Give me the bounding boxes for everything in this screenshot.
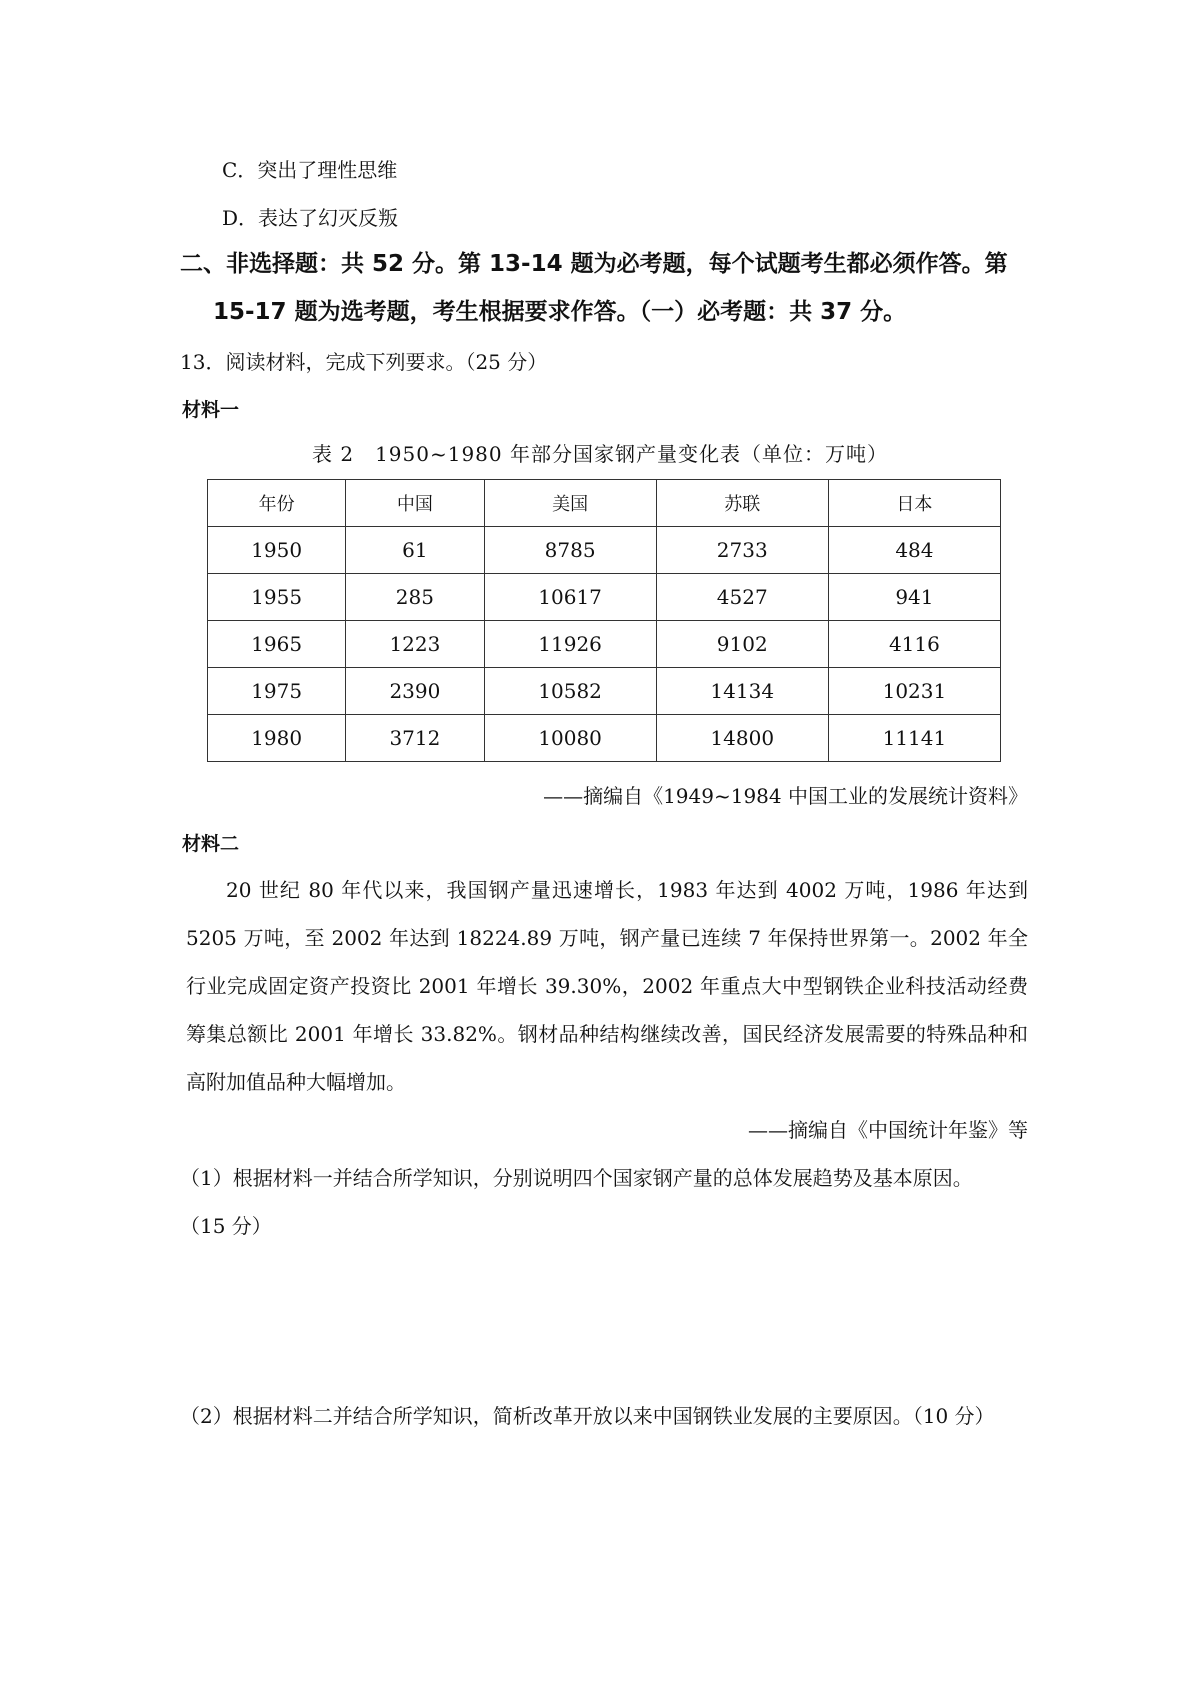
table-cell: 2390 [346, 668, 484, 715]
table-cell: 4527 [656, 574, 828, 621]
table-cell: 11141 [828, 715, 1000, 762]
table-row [208, 527, 1001, 574]
table-cell: 1975 [208, 668, 346, 715]
table-cell: 8785 [484, 527, 656, 574]
table-cell: 61 [346, 527, 484, 574]
table-cell: 285 [346, 574, 484, 621]
table-cell: 484 [828, 527, 1000, 574]
table-header-row [208, 480, 1001, 527]
section-heading-line1: 二、非选择题：共 52 分。第 13-14 题为必考题，每个试题考生都必须作答。第 [180, 251, 1008, 277]
table-source: ——摘编自《1949~1984 中国工业的发展统计资料》 [543, 784, 1028, 808]
header-cell-japan: 日本 [828, 480, 1000, 527]
sub-question-1-score: （15 分） [180, 1214, 272, 1238]
header-cell-year: 年份 [208, 480, 346, 527]
table-cell: 14134 [656, 668, 828, 715]
steel-output-table [207, 479, 1001, 762]
sub-question-1: （1）根据材料一并结合所学知识，分别说明四个国家钢产量的总体发展趋势及基本原因。 [180, 1166, 973, 1190]
header-cell-ussr: 苏联 [656, 480, 828, 527]
table-row [208, 574, 1001, 621]
table-cell: 1955 [208, 574, 346, 621]
table-cell: 10617 [484, 574, 656, 621]
table-cell: 1223 [346, 621, 484, 668]
table-caption: 表 2 1950~1980 年部分国家钢产量变化表（单位：万吨） [312, 442, 888, 466]
table-cell: 10231 [828, 668, 1000, 715]
table-cell: 1950 [208, 527, 346, 574]
material2-label: 材料二 [182, 833, 240, 855]
table-cell: 3712 [346, 715, 484, 762]
option-d: D．表达了幻灭反叛 [222, 206, 399, 230]
sub-question-2: （2）根据材料二并结合所学知识，简析改革开放以来中国钢铁业发展的主要原因。（10 分） [180, 1404, 995, 1428]
header-cell-china: 中国 [346, 480, 484, 527]
table-row [208, 715, 1001, 762]
table-row [208, 621, 1001, 668]
table-cell: 941 [828, 574, 1000, 621]
table-cell: 9102 [656, 621, 828, 668]
table-cell: 4116 [828, 621, 1000, 668]
question-stem: 13．阅读材料，完成下列要求。（25 分） [180, 350, 548, 374]
table-cell: 10080 [484, 715, 656, 762]
material2-paragraph: 20 世纪 80 年代以来，我国钢产量迅速增长，1983 年达到 4002 万吨，1986 年达到 5205 万吨，至 2002 年达到 18224.89 万吨，钢产量已连续 7 年保持世界第一。2002 年全行业完成固定资产投资比 2001 年增长 39.30%，2002 年重点大中型钢铁企业科技活动经费筹集总额比 2001 年增长 33.82%。钢材品种结构继续改善，国民经济发展需要的特殊品种和高附加值品种大幅增加。 [186, 878, 1028, 1094]
table-cell: 11926 [484, 621, 656, 668]
table-cell: 1965 [208, 621, 346, 668]
table-cell: 1980 [208, 715, 346, 762]
material2-source: ——摘编自《中国统计年鉴》等 [748, 1118, 1028, 1142]
table-cell: 14800 [656, 715, 828, 762]
material1-label: 材料一 [182, 399, 240, 421]
table-cell: 2733 [656, 527, 828, 574]
section-heading-line2: 15-17 题为选考题，考生根据要求作答。（一）必考题：共 37 分。 [213, 299, 907, 325]
header-cell-usa: 美国 [484, 480, 656, 527]
option-c: C．突出了理性思维 [222, 158, 398, 182]
table-row [208, 668, 1001, 715]
table-cell: 10582 [484, 668, 656, 715]
